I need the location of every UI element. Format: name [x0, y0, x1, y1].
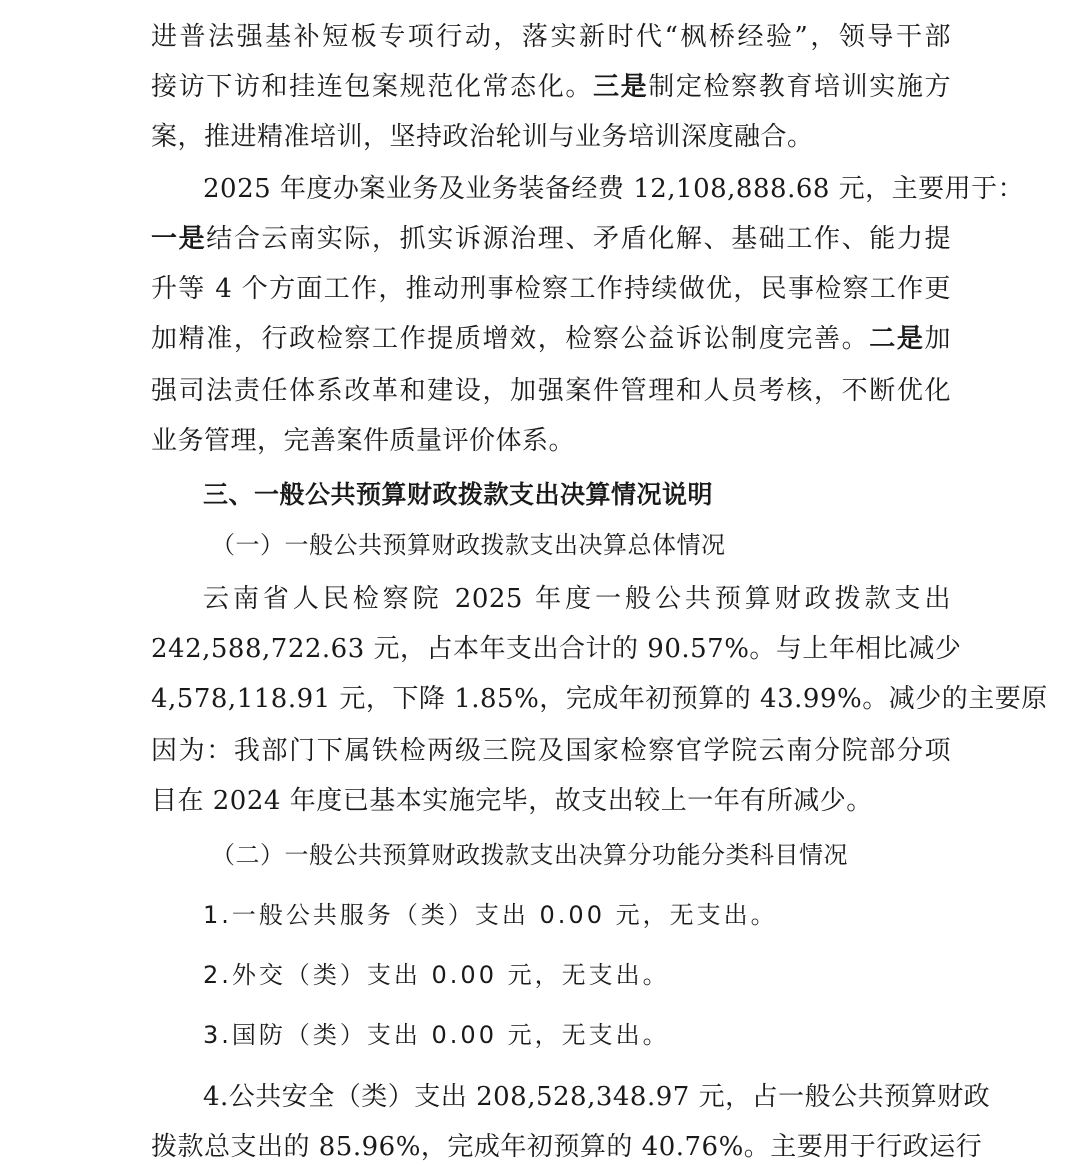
paragraph-line	[151, 272, 951, 306]
text-run: 3.国防（类）支出 0.00 元，无支出。	[203, 1021, 670, 1049]
paragraph-line	[151, 1130, 983, 1164]
text-run: 1.一般公共服务（类）支出 0.00 元，无支出。	[203, 901, 778, 929]
list-item	[203, 958, 951, 992]
bold-phrase: 二是	[869, 324, 925, 354]
text-run: 目在 2024 年度已基本实施完毕，故支出较上一年有所减少。	[151, 786, 873, 816]
text-run: 云南省人民检察院 2025 年度一般公共预算财政拨款支出	[203, 584, 951, 614]
text-run: 接访下访和挂连包案规范化常态化。	[151, 72, 593, 102]
subsection-heading	[211, 528, 951, 562]
text-run: 加精准，行政检察工作提质增效，检察公益诉讼制度完善。	[151, 324, 870, 354]
text-run: 业务管理，完善案件质量评价体系。	[151, 426, 576, 456]
bold-phrase: 三、一般公共预算财政拨款支出决算情况说明	[203, 480, 714, 509]
paragraph-line	[151, 682, 1048, 716]
text-run: 4,578,118.91 元，下降 1.85%，完成年初预算的 43.99%。减少的主要原	[151, 684, 1048, 714]
text-run: 2025 年度办案业务及业务装备经费 12,108,888.68 元，主要用于：	[203, 174, 1025, 204]
paragraph-line	[151, 632, 962, 666]
paragraph-line	[203, 172, 1025, 206]
text-run: 242,588,722.63 元，占本年支出合计的 90.57%。与上年相比减少	[151, 634, 962, 664]
paragraph-line	[151, 734, 951, 768]
text-run: 拨款总支出的 85.96%，完成年初预算的 40.76%。主要用于行政运行	[151, 1132, 983, 1162]
text-run: 加	[924, 324, 951, 354]
paragraph-line	[151, 20, 951, 54]
text-run: 强司法责任体系改革和建设，加强案件管理和人员考核，不断优化	[151, 376, 951, 406]
bold-phrase: 三是	[592, 72, 649, 102]
text-run: 制定检察教育培训实施方	[648, 72, 951, 102]
paragraph-line	[151, 322, 951, 356]
text-run: 进普法强基补短板专项行动，落实新时代“枫桥经验”，领导干部	[151, 22, 951, 52]
paragraph-line	[151, 374, 951, 408]
paragraph-line	[203, 582, 951, 616]
text-run: （二）一般公共预算财政拨款支出决算分功能分类科目情况	[211, 841, 848, 869]
bold-phrase: 一是	[151, 224, 207, 254]
list-item	[203, 1080, 991, 1114]
paragraph-line	[151, 784, 951, 818]
list-item	[203, 898, 951, 932]
paragraph-line	[151, 424, 951, 458]
text-run: 因为：我部门下属铁检两级三院及国家检察官学院云南分院部分项	[151, 736, 951, 766]
text-run: 2.外交（类）支出 0.00 元，无支出。	[203, 961, 670, 989]
paragraph-line	[151, 120, 951, 154]
paragraph-line	[151, 222, 951, 256]
paragraph-line	[151, 70, 951, 104]
text-run: 4.公共安全（类）支出 208,528,348.97 元，占一般公共预算财政	[203, 1082, 991, 1112]
text-run: （一）一般公共预算财政拨款支出决算总体情况	[211, 531, 726, 559]
section-heading	[203, 478, 951, 512]
list-item	[203, 1018, 951, 1052]
text-run: 升等 4 个方面工作，推动刑事检察工作持续做优，民事检察工作更	[151, 274, 951, 304]
text-run: 案，推进精准培训，坚持政治轮训与业务培训深度融合。	[151, 122, 814, 152]
text-run: 结合云南实际，抓实诉源治理、矛盾化解、基础工作、能力提	[206, 224, 951, 254]
subsection-heading	[211, 838, 951, 872]
